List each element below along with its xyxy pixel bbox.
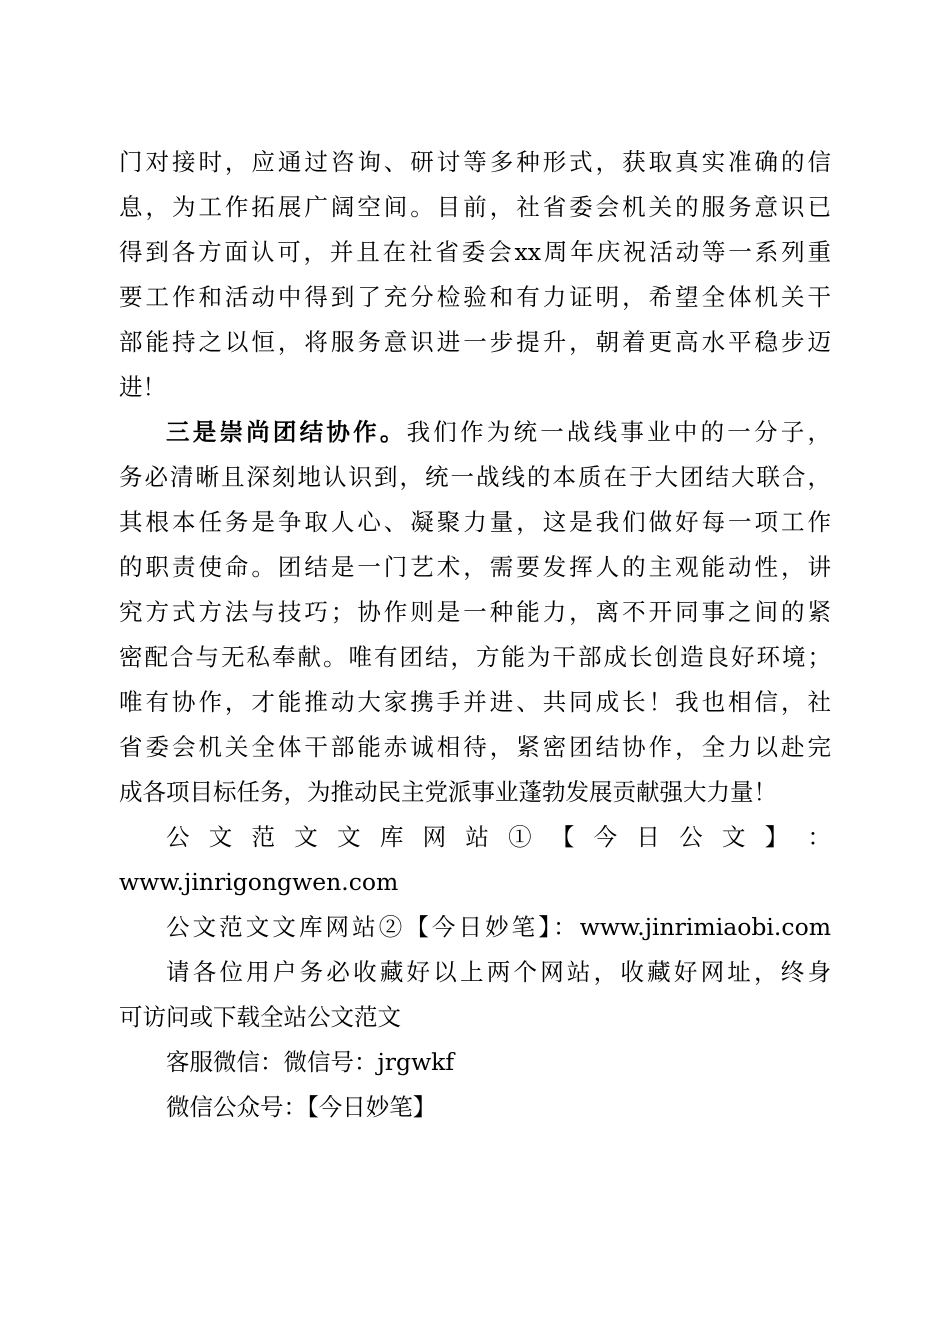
paragraph2-line: 的职责使命。团结是一门艺术，需要发挥人的主观能动性，讲	[119, 553, 831, 581]
paragraph2-line: 究方式方法与技巧；协作则是一种能力，离不开同事之间的紧	[119, 598, 831, 626]
document-body	[119, 140, 831, 1130]
paragraph2-line: 其根本任务是争取人心、凝聚力量，这是我们做好每一项工作	[119, 508, 831, 536]
site2-line: 公文范文文库网站②【今日妙笔】：www.jinrimiaobi.com	[166, 913, 831, 941]
paragraph2-line: 务必清晰且深刻地认识到，统一战线的本质在于大团结大联合，	[119, 463, 831, 491]
paragraph2-first-line-text: 我们作为统一战线事业中的一分子，	[406, 418, 831, 446]
paragraph2-line: 唯有协作，才能推动大家携手并进、共同成长！我也相信，社	[119, 688, 831, 716]
paragraph2-line: 成各项目标任务，为推动民主党派事业蓬勃发展贡献强大力量！	[119, 778, 777, 806]
paragraph2-lead-heading: 三是崇尚团结协作。	[166, 418, 407, 446]
paragraph2-line: 省委会机关全体干部能赤诚相待，紧密团结协作，全力以赴完	[119, 733, 831, 761]
paragraph1-line: 进！	[119, 373, 166, 401]
paragraph1-line: 部能持之以恒，将服务意识进一步提升，朝着更高水平稳步迈	[119, 328, 831, 356]
wechat-public-line: 微信公众号：【今日妙笔】	[166, 1093, 437, 1121]
notice-line: 请各位用户务必收藏好以上两个网站，收藏好网址，终身	[166, 958, 831, 986]
paragraph2-first-line	[119, 410, 831, 455]
site1-url: www.jinrigongwen.com	[119, 868, 399, 896]
paragraph1-line: 息，为工作拓展广阔空间。目前，社省委会机关的服务意识已	[119, 193, 831, 221]
site1-label-line: 公 文 范 文 文 库 网 站 ① 【 今 日 公 文 】 ：	[166, 823, 831, 851]
paragraph1-line: 得到各方面认可，并且在社省委会xx周年庆祝活动等一系列重	[119, 238, 831, 266]
wechat-service-line: 客服微信：微信号：jrgwkf	[166, 1048, 455, 1076]
paragraph1-line: 门对接时，应通过咨询、研讨等多种形式，获取真实准确的信	[119, 148, 831, 176]
notice-line: 可访问或下载全站公文范文	[119, 1003, 401, 1031]
paragraph1-line: 要工作和活动中得到了充分检验和有力证明，希望全体机关干	[119, 283, 831, 311]
paragraph2-line: 密配合与无私奉献。唯有团结，方能为干部成长创造良好环境；	[119, 643, 831, 671]
